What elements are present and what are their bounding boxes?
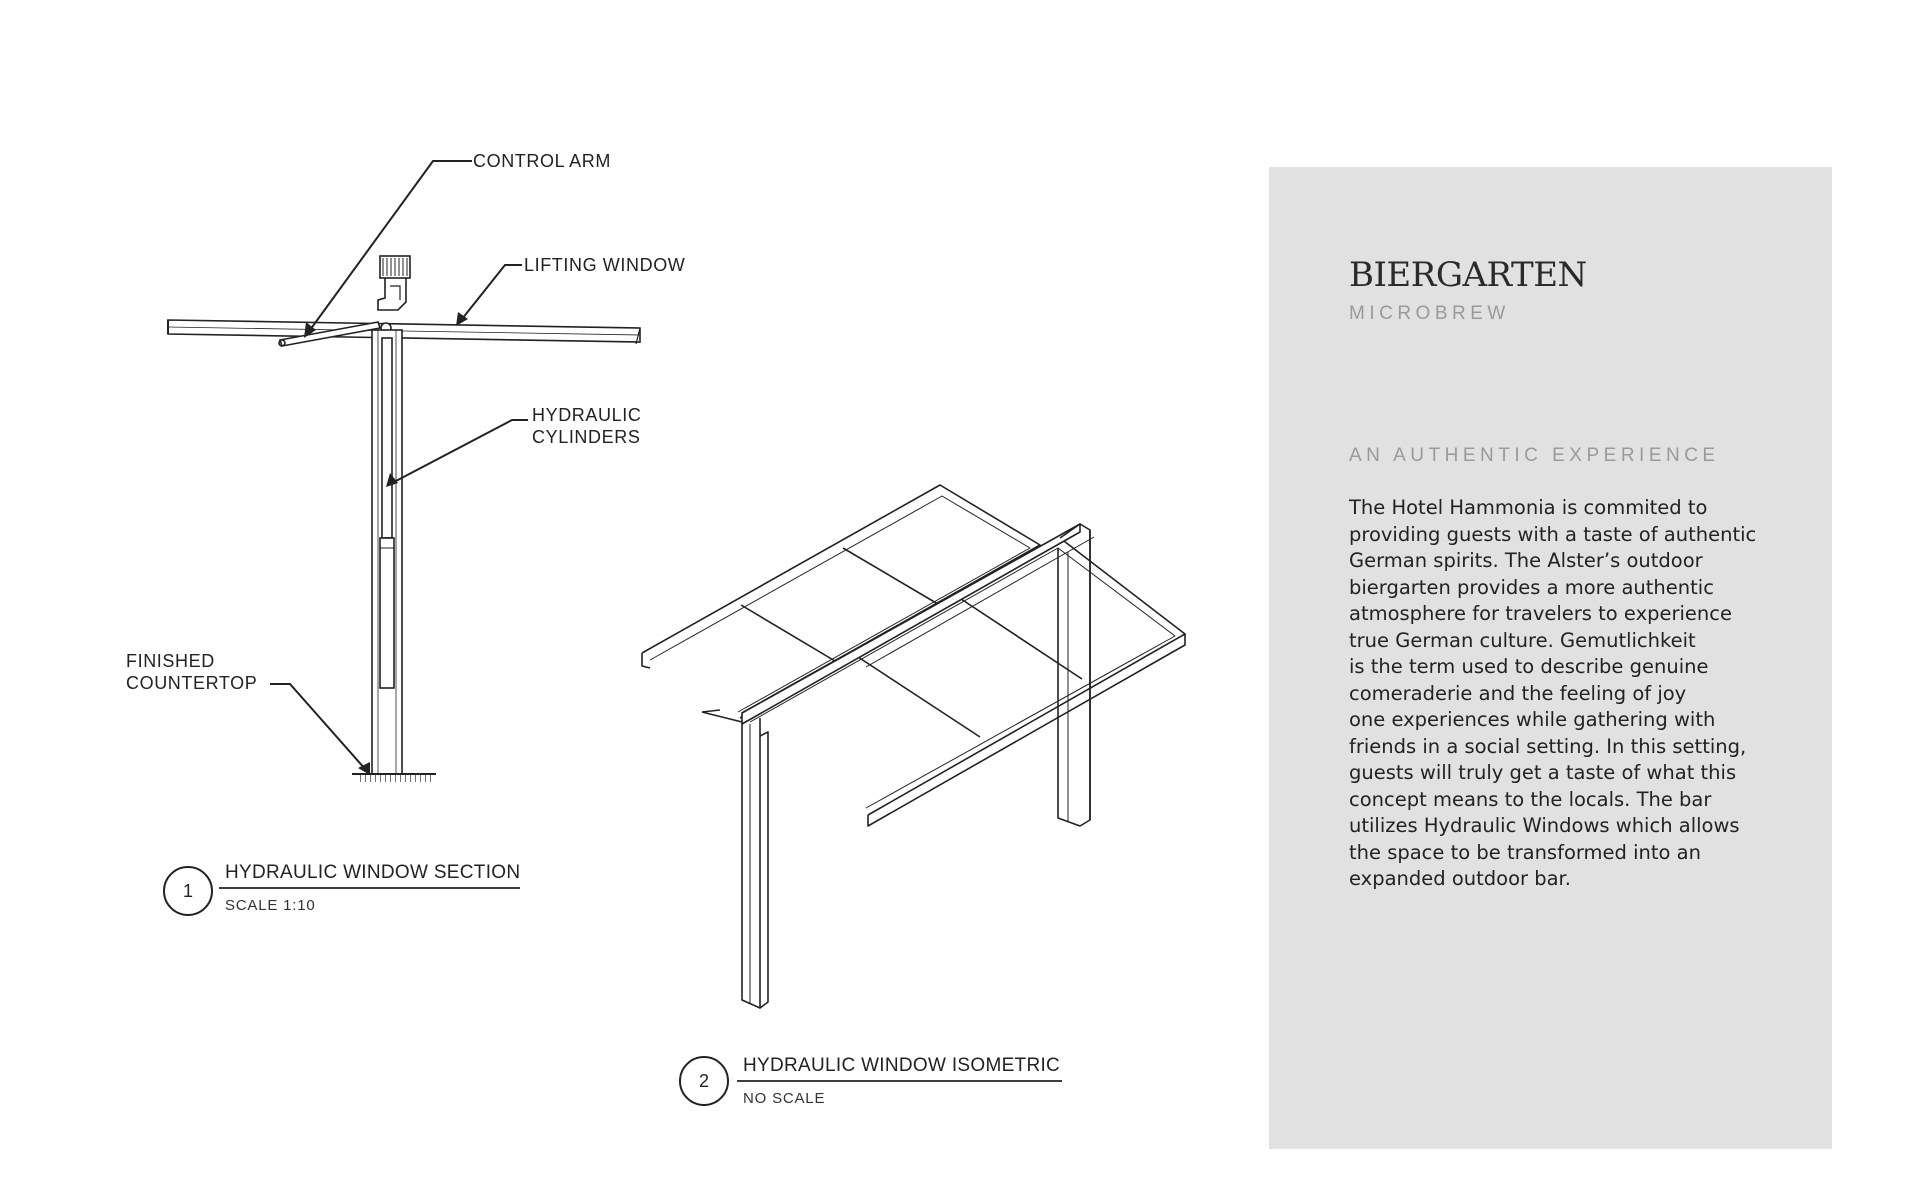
body-line: atmosphere for travelers to experience [1349, 602, 1733, 625]
body-line: German spirits. The Alster’s outdoor [1349, 549, 1703, 572]
body-line: concept means to the locals. The bar [1349, 787, 1712, 811]
panel-subtitle: MICROBREW [1349, 303, 1510, 324]
hydraulic-cylinder-body [380, 538, 394, 688]
lifting-window-leader [462, 265, 522, 319]
body-line: the space to be transformed into an [1349, 840, 1701, 864]
finished-countertop-label-1: FINISHED [126, 651, 215, 671]
body-line: friends in a social setting. In this setting, [1349, 734, 1747, 758]
hydraulic-cylinders-leader [394, 420, 528, 482]
description-panel [1269, 167, 1832, 1149]
hydraulic-window-isometric-drawing [642, 485, 1185, 1008]
body-line: utilizes Hydraulic Windows which allows [1349, 814, 1740, 837]
body-line: The Hotel Hammonia is commited to [1349, 496, 1708, 519]
detail-1-number: 1 [163, 866, 213, 916]
panel-title: BIERGARTEN [1349, 255, 1587, 295]
header-block-hatch [383, 258, 407, 276]
control-arm-leader [310, 161, 472, 330]
body-line: true German culture. Gemutlichkeit [1349, 628, 1696, 652]
hydraulic-window-section-drawing [168, 256, 640, 782]
finished-countertop-leader [270, 684, 366, 770]
detail-2-title: HYDRAULIC WINDOW ISOMETRIC [743, 1055, 1061, 1076]
hydraulic-cylinders-label-2: CYLINDERS [532, 427, 641, 447]
finished-countertop-label-2: COUNTERTOP [126, 673, 258, 693]
detail-2-scale: NO SCALE [743, 1090, 826, 1107]
panel-body [1349, 495, 1799, 893]
hinge-bracket [378, 278, 406, 310]
body-line: one experiences while gathering with [1349, 708, 1716, 731]
body-line: biergarten provides a more authentic [1349, 575, 1714, 599]
detail-2-number: 2 [679, 1056, 729, 1106]
body-line: guests will truly get a taste of what this [1349, 761, 1737, 784]
detail-1-scale: SCALE 1:10 [225, 897, 316, 914]
countertop-hatch [356, 774, 432, 782]
hydraulic-cylinders-label-1: HYDRAULIC [532, 405, 642, 425]
body-line: expanded outdoor bar. [1349, 867, 1571, 890]
body-line: providing guests with a taste of authentic [1349, 522, 1757, 546]
body-line: comeraderie and the feeling of joy [1349, 681, 1687, 705]
hydraulic-cylinder-rod [382, 338, 392, 538]
panel-heading: AN AUTHENTIC EXPERIENCE [1349, 445, 1720, 466]
body-line: is the term used to describe genuine [1349, 655, 1709, 678]
detail-1-title: HYDRAULIC WINDOW SECTION [225, 862, 521, 883]
lifting-window-label: LIFTING WINDOW [524, 255, 686, 275]
right-post [1058, 530, 1090, 826]
control-arm-label: CONTROL ARM [473, 151, 611, 171]
left-post [742, 718, 760, 1008]
